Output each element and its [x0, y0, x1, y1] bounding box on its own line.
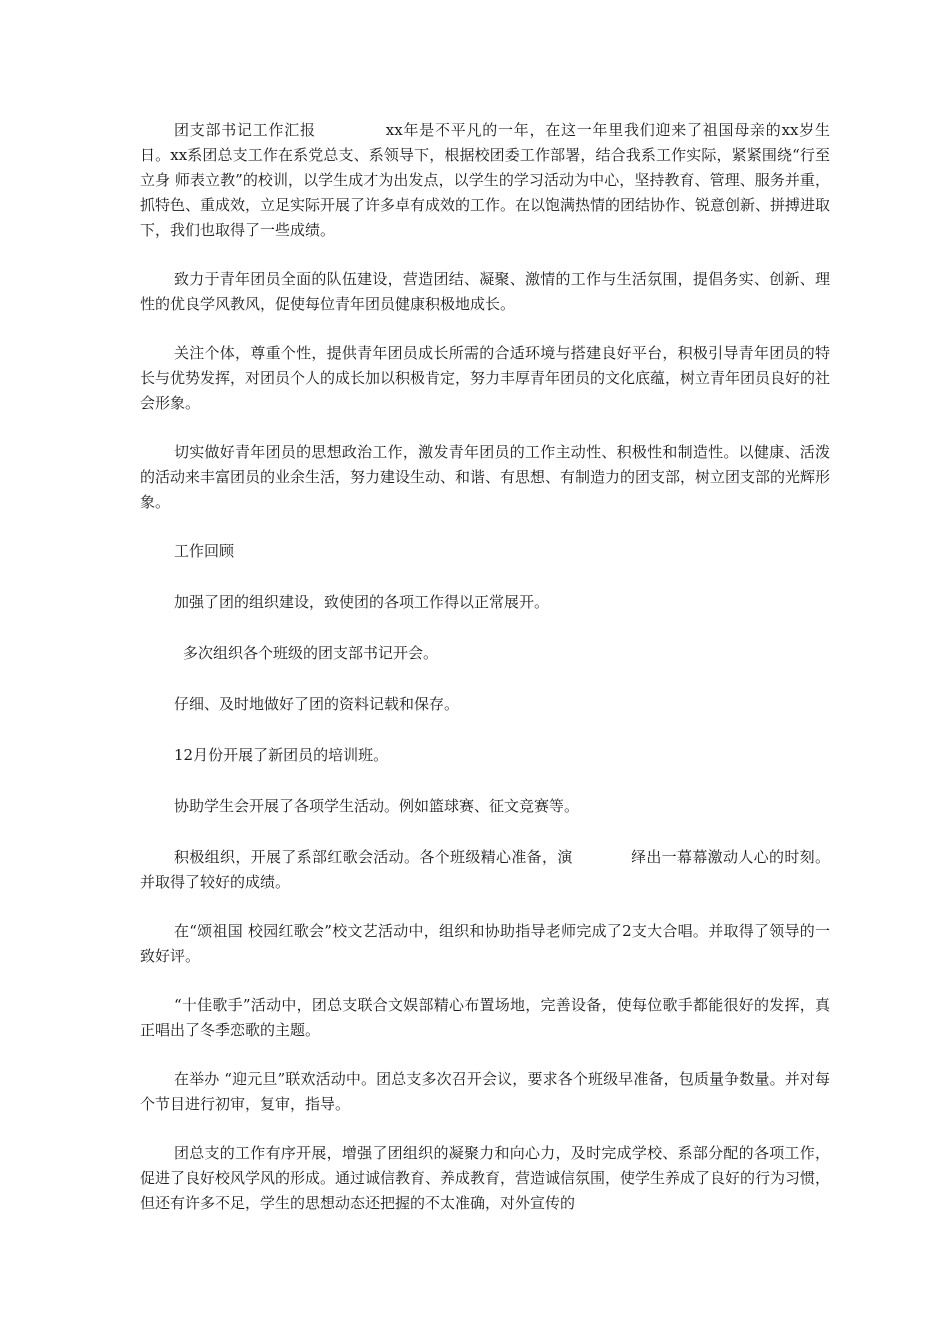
red-song-text-2: 绎出一幕幕激动人心的时刻。并取得了较好的成绩。: [140, 848, 830, 891]
list-item: 加强了团的组织建设，致使团的各项工作得以正常展开。: [174, 593, 550, 611]
paragraph-chorus: 在“颂祖国 校园红歌会”校文艺活动中，组织和协助指导老师完成了2支大合唱。并取得了领导的一致好评。: [140, 922, 830, 965]
list-item: 12月份开展了新团员的培训班。: [174, 746, 389, 764]
list-item: 多次组织各个班级的团支部书记开会。: [183, 644, 439, 662]
paragraph-summary: 团总支的工作有序开展，增强了团组织的凝聚力和向心力，及时完成学校、系部分配的各项工作，促进了良好校风学风的形成。通过诚信教育、养成教育，营造诚信氛围，使学生养成了良好的行为习惯，但还有许多不足，学生的思想动态还把握的不太准确，对外宣传的: [140, 1144, 831, 1212]
red-song-text-1: 积极组织，开展了系部红歌会活动。各个班级精心准备，演: [174, 848, 573, 866]
intro-paragraph: [140, 118, 830, 243]
list-item: 协助学生会开展了各项学生活动。例如篮球赛、征文竞赛等。: [174, 797, 580, 815]
document-body: [140, 118, 830, 1240]
section-heading: 工作回顾: [174, 542, 235, 560]
paragraph-political-work: 切实做好青年团员的思想政治工作，激发青年团员的工作主动性、积极性和制造性。以健康、活泼的活动来丰富团员的业余生活，努力建设生动、和谐、有思想、有制造力的团支部，树立团支部的光辉形象。: [140, 443, 831, 511]
paragraph-individual-care: 关注个体，尊重个性，提供青年团员成长所需的合适环境与搭建良好平台，积极引导青年团员的特长与优势发挥，对团员个人的成长加以积极肯定，努力丰厚青年团员的文化底蕴，树立青年团员良好的社会形象。: [140, 344, 831, 412]
paragraph-new-year: 在举办 “迎元旦”联欢活动中。团总支多次召开会议，要求各个班级早准备，包质量争数量。并对每个节目进行初审，复审，指导。: [140, 1070, 830, 1113]
list-item: 仔细、及时地做好了团的资料记载和保存。: [174, 695, 460, 713]
document-title: 团支部书记工作汇报: [174, 121, 316, 139]
intro-text: xx年是不平凡的一年，在这一年里我们迎来了祖国母亲的xx岁生日。xx系团总支工作在系党总支、系领导下，根据校团委工作部署，结合我系工作实际，紧紧围绕“行至立身 师表立教”的校训，以学生成才为出发点，以学生的学习活动为中心，坚持教育、管理、服务并重，抓特色、重成效，立足实际开展了许多卓有成效的工作。在以饱满热情的团结协作、锐意创新、拼搏进取下，我们也取得了一些成绩。: [140, 121, 831, 239]
paragraph-team-building: 致力于青年团员全面的队伍建设，营造团结、凝聚、激情的工作与生活氛围，提倡务实、创新、理性的优良学风教风，促使每位青年团员健康积极地成长。: [140, 270, 830, 313]
paragraph-red-song: [140, 845, 830, 895]
paragraph-singer: “十佳歌手”活动中，团总支联合文娱部精心布置场地，完善设备，使每位歌手都能很好的发挥，真正唱出了冬季恋歌的主题。: [140, 996, 830, 1039]
